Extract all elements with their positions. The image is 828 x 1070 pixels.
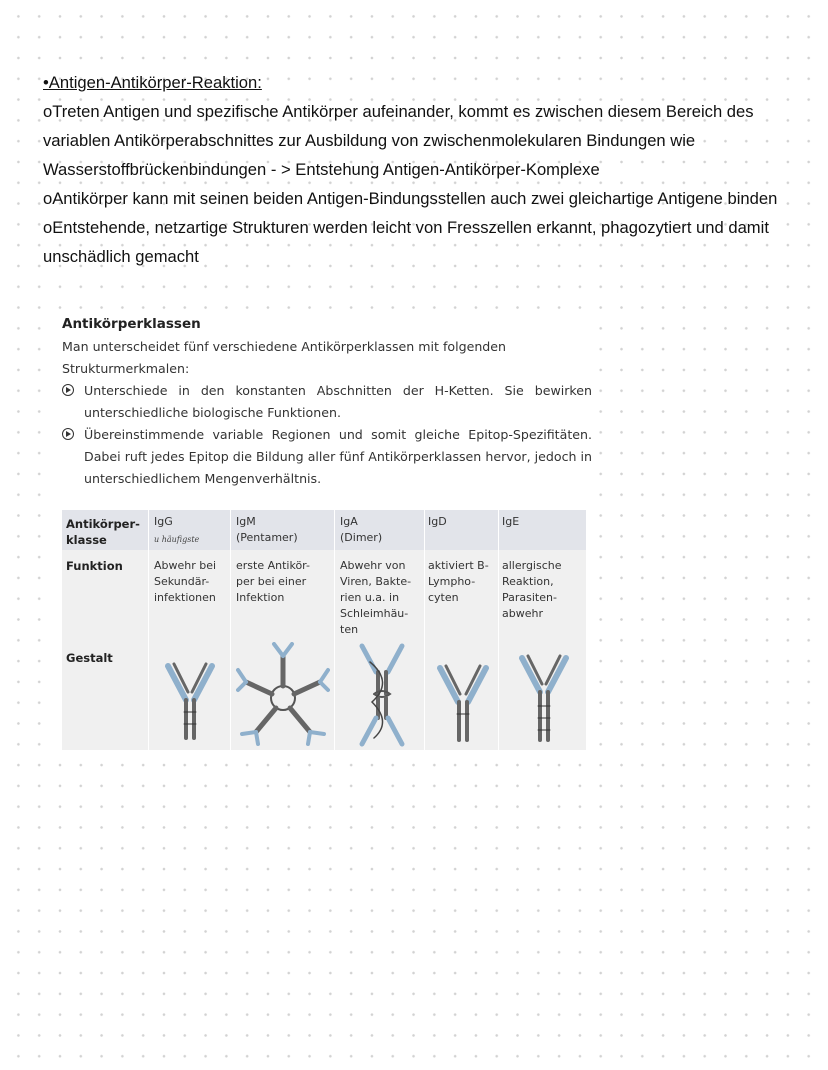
- notes-heading: •Antigen-Antikörper-Reaktion:: [43, 73, 262, 92]
- row-label-gestalt: Gestalt: [66, 651, 113, 665]
- function-ige: allergische Reaktion, Parasiten-abwehr: [502, 559, 562, 620]
- class-name-igm: IgM: [236, 515, 256, 528]
- class-sub-igm: (Pentamer): [236, 531, 298, 544]
- textbook-excerpt-image: [56, 310, 596, 756]
- bullet-arrow-icon: [62, 428, 74, 440]
- row-label-klasse: Antikörper-klasse: [66, 517, 140, 547]
- notes-paragraph-1: oTreten Antigen und spezifische Antikörper aufeinander, kommt es zwischen diesem Bereich des variablen Antikörperabschnittes zur Ausbildung von zwischenmolekularen Bindungen wie Wasserstoffbrückenbindungen - > Entstehung Antigen-Antikörper-Komplexe: [43, 102, 754, 179]
- handwritten-note-igg: u häufigste: [154, 535, 200, 544]
- bullet-arrow-icon: [62, 384, 74, 396]
- ige-monomer-icon: [514, 652, 574, 746]
- notes-paragraph-3: oEntstehende, netzartige Strukturen werden leicht von Fresszellen erkannt, phagozytiert und damit unschädlich gemacht: [43, 218, 769, 266]
- class-name-ige: IgE: [502, 515, 520, 528]
- igd-monomer-icon: [434, 662, 492, 746]
- function-igd: aktiviert B-Lympho-cyten: [428, 559, 489, 604]
- class-name-igd: IgD: [428, 515, 447, 528]
- notes-paragraph-2: oAntikörper kann mit seinen beiden Antigen-Bindungsstellen auch zwei gleichartige Antigene binden: [43, 189, 778, 208]
- class-sub-iga: (Dimer): [340, 531, 383, 544]
- excerpt-bullet-text: Übereinstimmende variable Regionen und somit gleiche Epitop-Spezifitäten. Dabei ruft jedes Epitop die Bildung aller fünf Antikörperklassen hervor, jedoch in unterschiedlichem Mengenverhältnis.: [84, 427, 592, 486]
- class-name-iga: IgA: [340, 515, 358, 528]
- excerpt-title: Antikörperklassen: [62, 316, 201, 332]
- excerpt-bullets: [62, 380, 592, 490]
- notes-text: [43, 68, 803, 271]
- excerpt-bullet: [62, 424, 592, 490]
- row-label-funktion: Funktion: [66, 559, 123, 573]
- iga-dimer-icon: [352, 642, 412, 748]
- igg-monomer-icon: [160, 658, 220, 744]
- antibody-class-table: [62, 510, 586, 750]
- function-igg: Abwehr bei Sekundär-infektionen: [154, 559, 217, 604]
- igm-pentamer-icon: [236, 642, 330, 746]
- excerpt-bullet-text: Unterschiede in den konstanten Abschnitten der H-Ketten. Sie bewirken unterschiedliche biologische Funktionen.: [84, 383, 592, 420]
- function-iga: Abwehr von Viren, Bakte-rien u.a. in Schleimhäu-ten: [340, 559, 412, 636]
- class-name-igg: IgG: [154, 515, 173, 528]
- excerpt-intro: Man unterscheidet fünf verschiedene Antikörperklassen mit folgenden Strukturmerkmalen:: [62, 339, 507, 376]
- function-igm: erste Antikör-per bei einer Infektion: [236, 559, 310, 604]
- excerpt-bullet: [62, 380, 592, 424]
